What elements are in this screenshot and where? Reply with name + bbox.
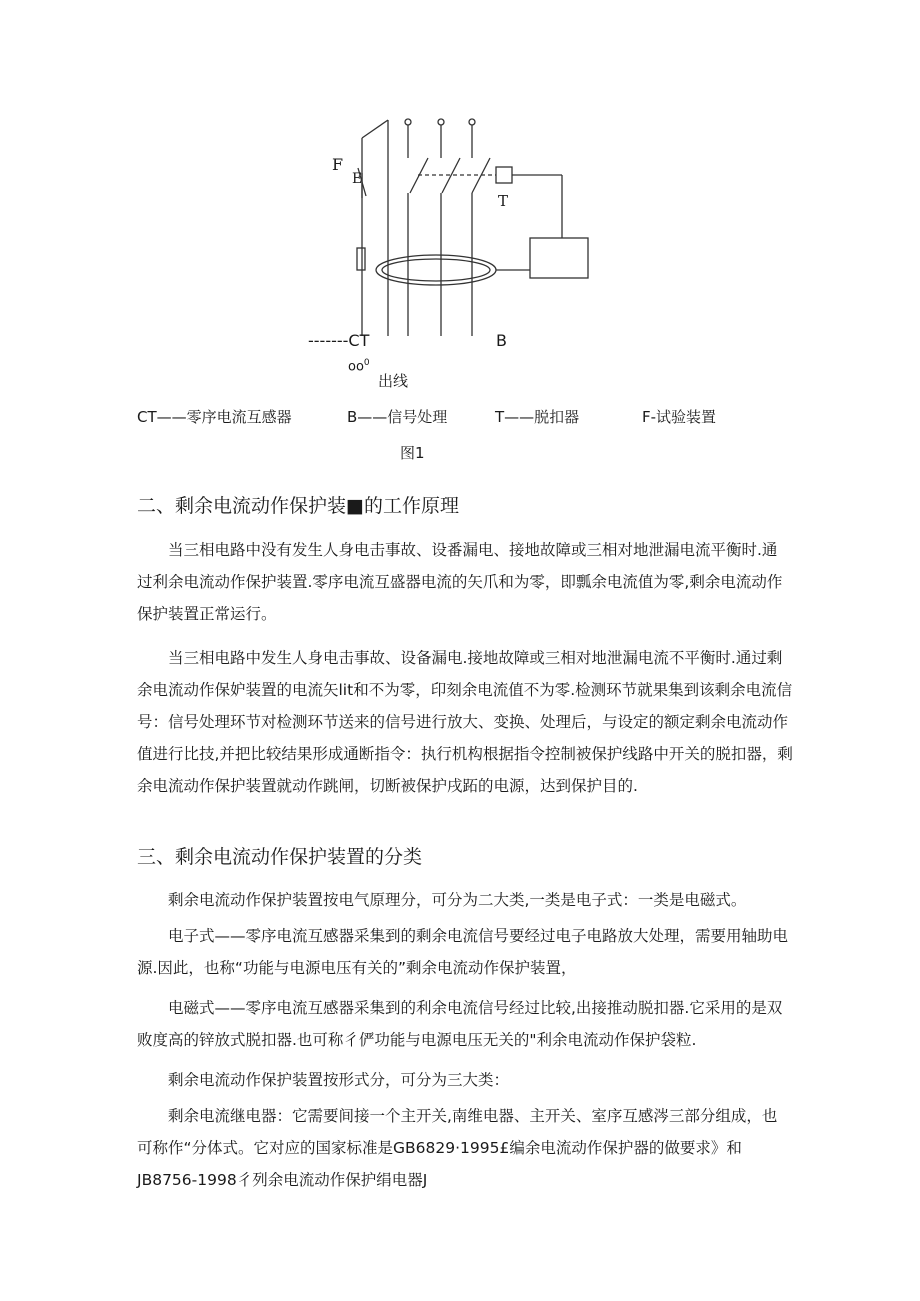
paragraph-line: 值进行比技,并把比较结果形成通断指令：执行机构根据指令控制被保护线路中开关的脱扣器，剩: [137, 745, 793, 763]
paragraph-line: 号：信号处理环节对检测环节送来的信号进行放大、变换、处理后，与设定的额定剩余电流动作: [137, 713, 789, 731]
section-2-heading: 二、剩余电流动作保护装■的工作原理: [137, 495, 459, 517]
section-3-paragraph-2: [137, 920, 787, 984]
signal-processor: [530, 238, 588, 278]
terminal-3: [469, 119, 475, 125]
paragraph-line: 源.因此，也称“功能与电源电压有关的”剩余电流动作保护装置，: [137, 959, 577, 977]
ct-ring-inner: [382, 259, 490, 281]
paragraph-line: 电磁式——零序电流互感器采集到的利余电流信号经过比较,出接推动脱扣器.它采用的是双: [168, 999, 783, 1017]
legend-t: T——脱扣器: [495, 408, 580, 426]
paragraph-line: 当三相电路中没有发生人身电击事故、设番漏电、接地故障或三相对地泄漏电流平衡时.通: [168, 541, 778, 559]
label-ct: -------CT: [308, 331, 370, 350]
section-3-paragraph-5: [137, 1100, 787, 1196]
figure-caption: 图1: [400, 444, 425, 462]
paragraph-line: 电子式——零序电流互感器采集到的剩余电流信号要经过电子电路放大处理，需要用轴助电: [168, 927, 789, 945]
label-outlet: 出线: [378, 372, 409, 390]
paragraph-line: 剩余电流继电器：它需要间接一个主开关,南维电器、主开关、室序互感涔三部分组成，也: [168, 1107, 778, 1125]
paragraph-line: 剩余电流动作保护装置按形式分，可分为三大类：: [168, 1071, 510, 1089]
section-3-paragraph-3: [137, 992, 787, 1056]
label-f: F: [332, 155, 344, 174]
paragraph-line: 保护装置正常运行。: [137, 605, 277, 623]
section-2-paragraph-2: [137, 642, 793, 802]
trip-device: [496, 167, 512, 183]
label-oo-text: oo: [348, 359, 364, 375]
section-3-paragraph-1: [137, 884, 787, 916]
test-resistor: [357, 248, 365, 270]
section-3-paragraph-4: [137, 1064, 787, 1096]
label-t: T: [498, 192, 509, 210]
paragraph-line: 可称作“分体式。它对应的国家标准是GB6829·1995£编余电流动作保护器的做要求》和: [137, 1139, 742, 1157]
section-2-paragraph-1: [137, 534, 787, 630]
paragraph-line: 余电流动作保妒装置的电流矢lit和不为零，印刻余电流值不为零.检测环节就果集到该剩余电流信: [137, 681, 793, 699]
switch-blade-2: [442, 158, 460, 193]
legend-f: F-试验装置: [642, 408, 717, 426]
paragraph-line: JB8756-1998彳列余电流动作保护绢电器J: [137, 1171, 428, 1189]
paragraph-line: 余电流动作保护装置就动作跳闸，切断被保护戌跖的电源，达到保护目的.: [137, 777, 638, 795]
section-3-heading: 三、剩余电流动作保护装置的分类: [137, 846, 423, 868]
paragraph-line: 败度高的锌放式脱扣器.也可称彳俨功能与电源电压无关的"利余电流动作保护袋粒.: [137, 1031, 697, 1049]
circuit-diagram: [300, 108, 620, 380]
label-oo-sup: 0: [363, 358, 370, 368]
legend-ct: CT——零序电流互感器: [137, 408, 292, 426]
paragraph-line: 当三相电路中发生人身电击事故、设备漏电.接地故障或三相对地泄漏电流不平衡时.通过剩: [168, 649, 783, 667]
legend-b: B——信号处理: [347, 408, 448, 426]
paragraph-line: 过利余电流动作保护装置.零序电流互盛器电流的矢爪和为零，即瓢余电流值为零,剩余电流动作: [137, 573, 783, 591]
figure-legend: [137, 406, 777, 428]
wire-left-top: [362, 120, 388, 138]
terminal-1: [405, 119, 411, 125]
terminal-2: [438, 119, 444, 125]
label-oo: [348, 354, 370, 376]
label-b: B: [496, 331, 507, 350]
paragraph-line: 剩余电流动作保护装置按电气原理分，可分为二大类,一类是电子式：一类是电磁式。: [168, 891, 747, 909]
label-e: E: [352, 171, 363, 187]
